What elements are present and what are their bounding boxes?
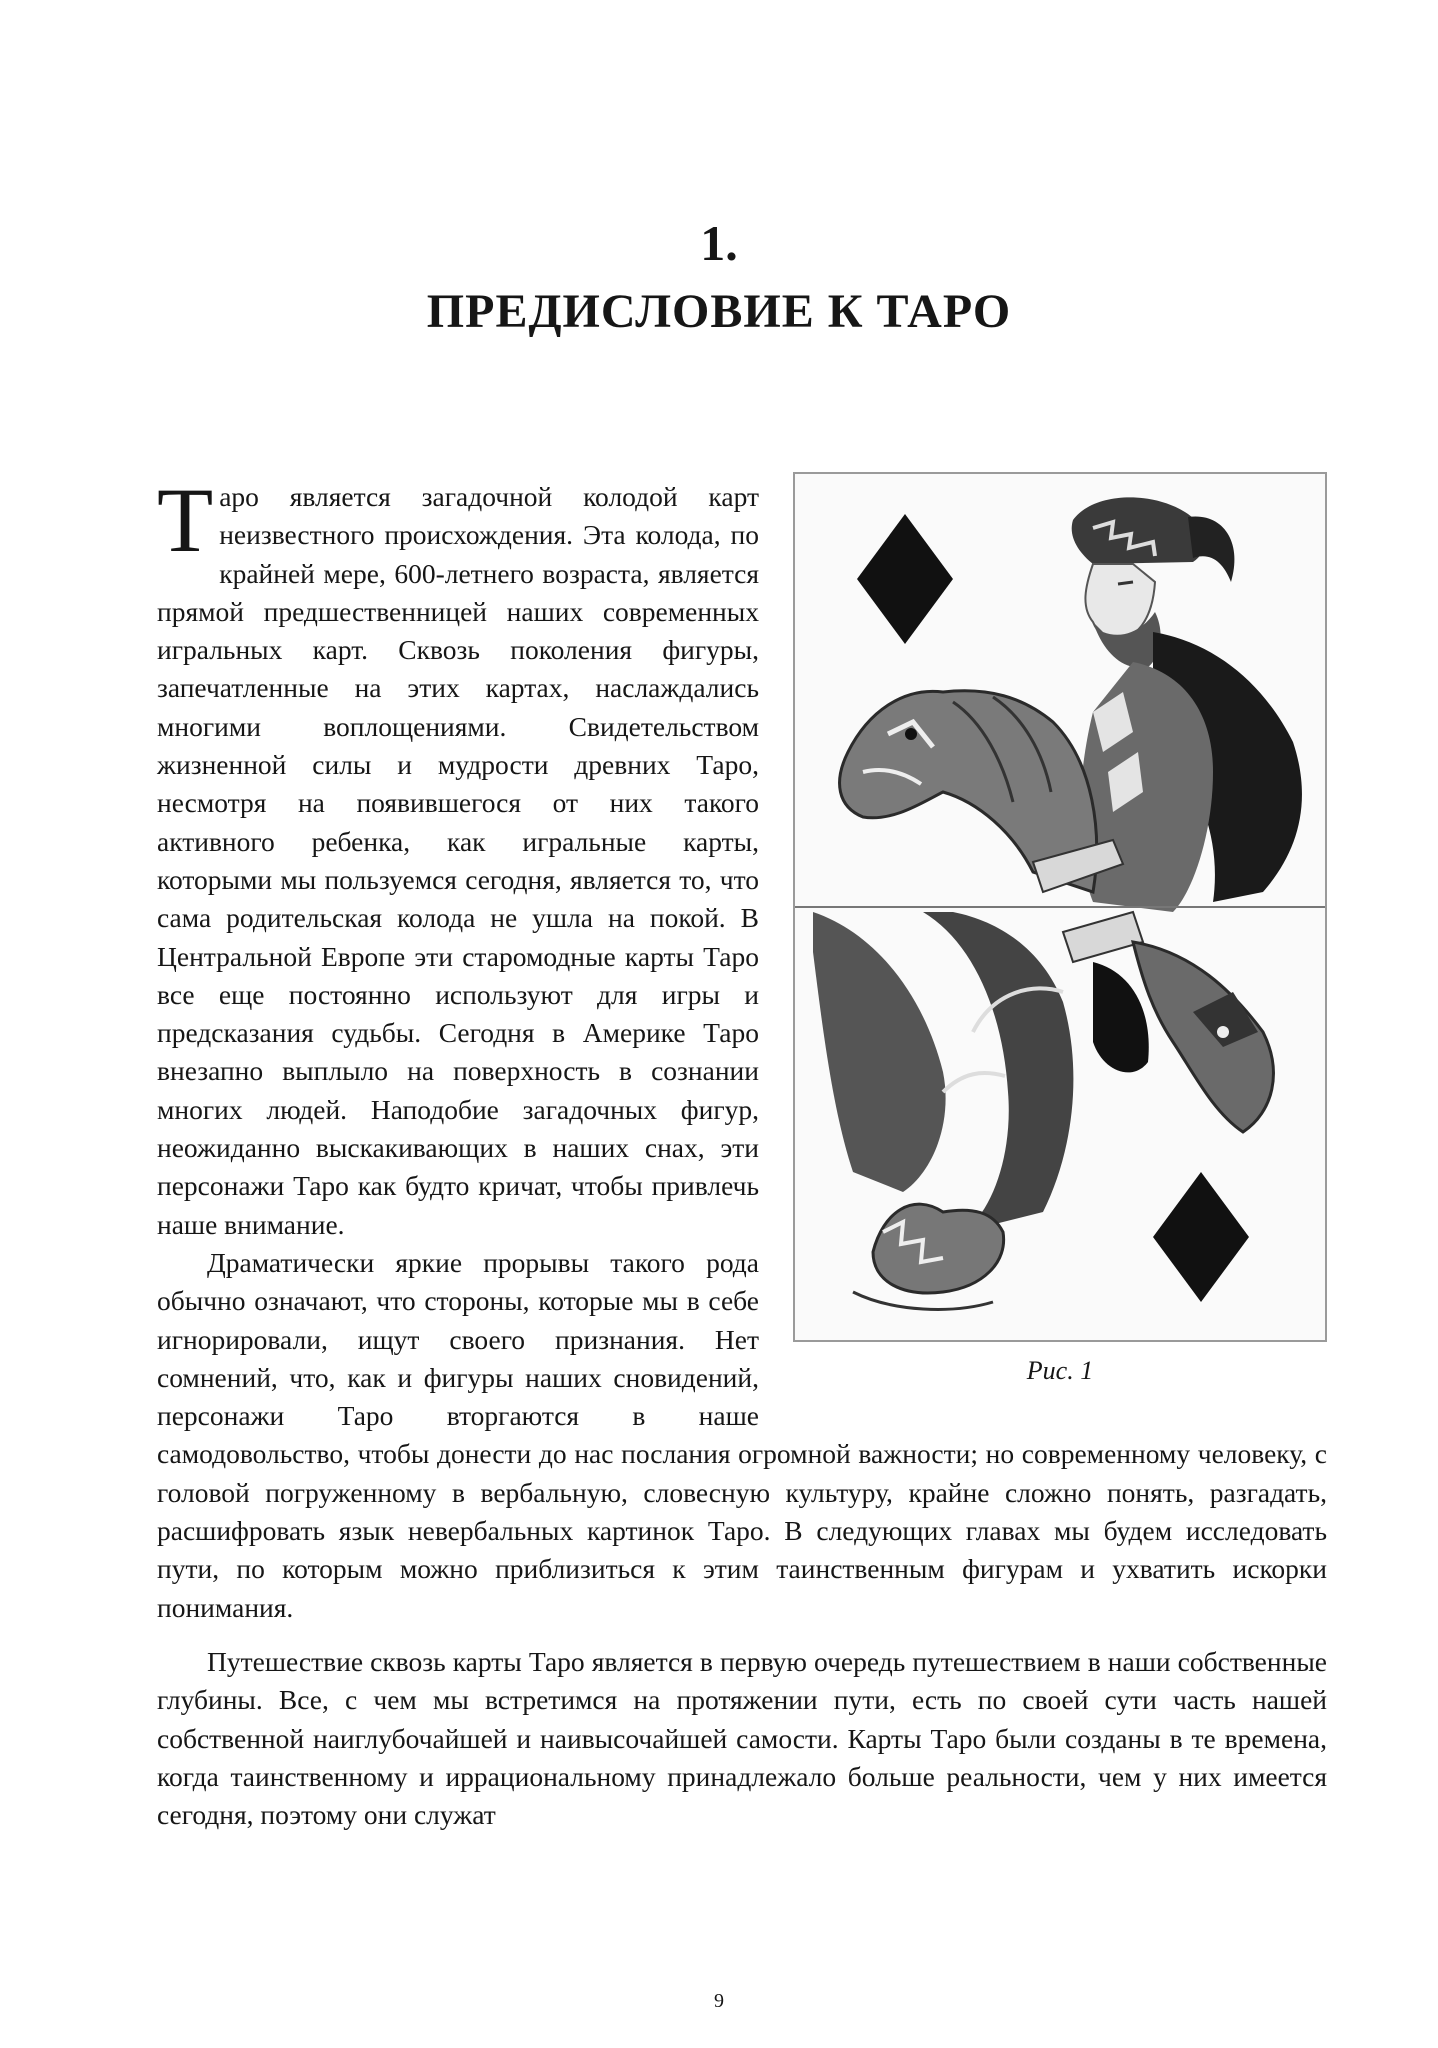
- paragraph-3: Путешествие сквозь карты Таро является в первую очередь путешествием в наши собственные глубины. Все, с чем мы встретимся на протяжении пути, есть по своей сути часть нашей собственной наиглубочайшей и наивысочайшей самости. Карты Таро были созданы в те времена, когда таинственному и иррациональному принадлежало больше реальности, чем у них имеется сегодня, поэтому они служат: [157, 1645, 1327, 1831]
- chapter-title: ПРЕДИСЛОВИЕ К ТАРО: [426, 285, 1012, 338]
- card-illustration: [793, 472, 1327, 1342]
- figure-caption: Рис. 1: [1026, 1356, 1094, 1385]
- chapter-number: 1.: [700, 215, 738, 271]
- paragraph-text: аро является загадочной колодой карт неизвестного происхождения. Эта колода, по крайней мере, 600-летнего возраста, является прямой предшественницей наших современных игральных карт. Сквозь поколения фигуры, запечатленные на этих картах, наслаждались многими воплощениями. Свидетельством жизненной силы и мудрости древних Таро, несмотря на появившегося от них такого активного ребенка, как игральные карты, которыми мы пользуемся сегодня, является то, что сама родительская колода не ушла на покой. В Центральной Европе эти старомодные карты Таро все еще постоянно используют для игры и предсказания судьбы. Сегодня в Америке Таро внезапно выплыло на поверхность в сознании многих людей. Наподобие загадочных фигур, неожиданно выскакивающих в наших снах, эти персонажи Таро как будто кричат, чтобы привлечь наше внимание.: [157, 481, 759, 1240]
- figure: [793, 472, 1327, 1398]
- body-text: [157, 469, 1327, 1834]
- page-number: 9: [714, 1990, 724, 2012]
- drop-cap: Т: [157, 469, 214, 571]
- paragraph-2: Драматически яркие прорывы такого рода обычно означают, что стороны, которые мы в себе игнорировали, ищут своего признания. Нет сомнений, что, как и фигуры наших сновидений, персонажи Таро вторгаются в наше самодовольство, чтобы донести до нас послания огромной важности; но современному человеку, с головой погруженному в вербальную, словесную культуру, крайне сложно понять, разгадать, расшифровать язык невербальных картинок Таро. В следующих главах мы будем исследовать пути, по которым можно приблизиться к этим таинственным фигурам и ухватить искорки понимания.: [157, 1246, 1327, 1623]
